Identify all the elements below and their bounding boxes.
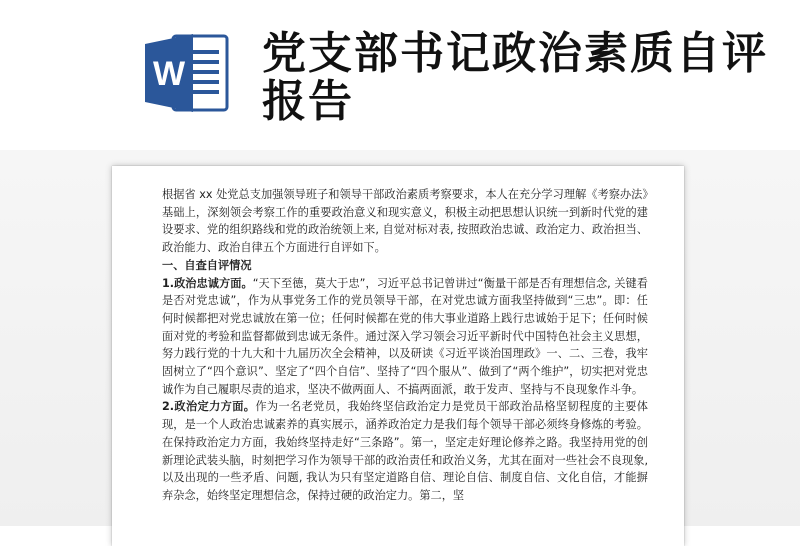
section-heading: 一、自查自评情况 bbox=[162, 258, 252, 272]
steadfastness-lead: 2.政治定力方面。 bbox=[162, 400, 256, 414]
document-body bbox=[162, 186, 648, 505]
intro-paragraph: 根据省 xx 处党总支加强领导班子和领导干部政治素质考察要求，本人在充分学习理解《考察办法》基础上，深刻领会考察工作的重要政治意义和现实意义，积极主动把思想认识统一到新时代党的建设要求、党的组织路线和党的政治统领上来, 自觉对标对表, 按照政治忠诚、政治定力、政治担当、政治能力、政治自律五个方面进行自评如下。 bbox=[162, 188, 648, 255]
document-page bbox=[112, 166, 684, 546]
microsoft-word-icon bbox=[143, 30, 231, 116]
steadfastness-text: 作为一名老党员，我始终坚信政治定力是党员干部政治品格坚韧程度的主要体现，是一个人政治忠诚素养的真实展示，涵养政治定力是我们每个领导干部必须终身修炼的考验。在保持政治定力方面，我始终坚持走好“三条路”。第一，坚定走好理论修养之路。我坚持用党的创新理论武装头脑，时刻把学习作为领导干部的政治责任和政治义务，尤其在面对一些社会不良现象, 以及出现的一些矛盾、问题, 我认为只有坚定道路自信、理论自信、制度自信、文化自信，才能摒弃杂念，始终坚定理想信念，保持过硬的政治定力。第二，坚 bbox=[162, 400, 648, 502]
loyalty-text: “天下至德，莫大于忠”，习近平总书记曾讲过“衡量干部是否有理想信念, 关键看是否对党忠诚”，作为从事党务工作的党员领导干部，在对党忠诚方面我坚持做到“三忠”。即：任何时候都把对党忠诚放在第一位；任何时候都在党的伟大事业道路上践行忠诚始于足下；任何时候面对党的考验和监督都做到忠诚无条件。通过深入学习领会习近平新时代中国特色社会主义思想，努力践行党的十九大和十九届历次全会精神，以及研读《习近平谈治国理政》一、二、三卷，我牢固树立了“四个意识”、坚定了“四个自信”、坚持了“四个服从”、做到了“两个维护”，切实把对党忠诚作为自己履职尽责的追求，坚决不做两面人、不搞两面派，敢于发声、坚持与不良现象作斗争。 bbox=[162, 276, 648, 396]
page-title: 党支部书记政治素质自评报告 bbox=[262, 28, 768, 127]
loyalty-lead: 1.政治忠诚方面。 bbox=[162, 276, 253, 290]
loyalty-paragraph bbox=[162, 275, 648, 399]
steadfastness-paragraph bbox=[162, 398, 648, 504]
word-icon-letter: W bbox=[152, 55, 186, 93]
header-banner bbox=[0, 0, 800, 160]
